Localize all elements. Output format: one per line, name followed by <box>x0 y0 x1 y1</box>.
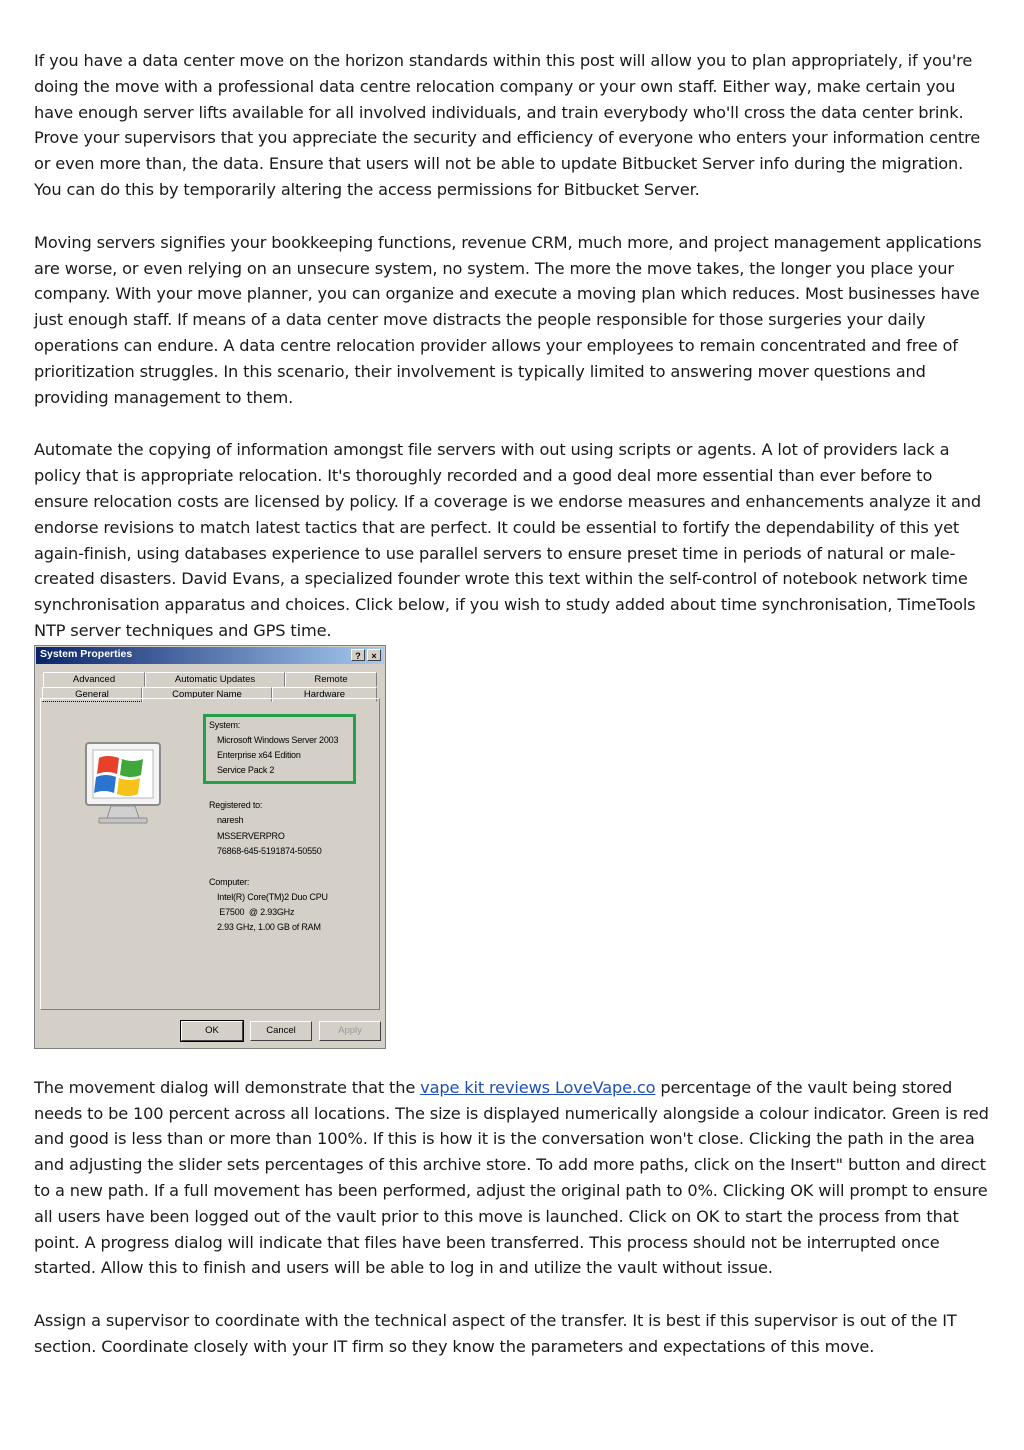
computer-line-2: E7500 @ 2.93GHz <box>217 906 295 917</box>
system-line-3: Service Pack 2 <box>217 764 275 775</box>
registered-line-2: MSSERVERPRO <box>217 830 285 841</box>
paragraph-5: Assign a supervisor to coordinate with the technical aspect of the transfer. It is best if this supervisor is out of the IT section. Coordinate closely with your IT firm so they know the parameters and expectations of this move. <box>34 1311 957 1356</box>
registered-label: Registered to: <box>209 799 263 810</box>
computer-label: Computer: <box>209 876 250 887</box>
computer-line-1: Intel(R) Core(TM)2 Duo CPU <box>217 891 328 902</box>
system-line-2: Enterprise x64 Edition <box>217 749 301 760</box>
paragraph-2: Moving servers signifies your bookkeeping functions, revenue CRM, much more, and project management applications are worse, or even relying on an unsecure system, no system. The more the move takes, the longer you place your company. With your move planner, you can organize and execute a moving plan which reduces. Most businesses have just enough staff. If means of a data center move distracts the people responsible for those surgeries your daily operations can endure. A data centre relocation provider allows your employees to remain concentrated and free of prioritization struggles. In this scenario, their involvement is typically limited to answering mover questions and providing management to them. <box>34 232 982 407</box>
tab-automatic-updates[interactable]: Automatic Updates <box>145 672 285 687</box>
cancel-button[interactable]: Cancel <box>250 1021 312 1041</box>
tab-computer-name[interactable]: Computer Name <box>142 687 272 702</box>
vape-kit-reviews-link[interactable]: vape kit reviews LoveVape.co <box>420 1077 656 1097</box>
computer-line-3: 2.93 GHz, 1.00 GB of RAM <box>217 921 321 932</box>
paragraph-4-after: percentage of the vault being stored needs to be 100 percent across all locations. The size is displayed numerically alongside a colour indicator. Green is red and good is less than or more than 100%. If this is how it is the conversation won't close. Clicking the path in the area and adjusting the slider sets percentages of this archive store. To add more paths, click on the Insert" button and direct to a new path. If a full movement has been performed, adjust the original path to 0%. Clicking OK will prompt to ensure all users have been logged out of the vault prior to this move is launched. Click on OK to start the process from that point. A progress dialog will indicate that files have been transferred. This process should not be interrupted once started. Allow this to finish and users will be able to log in and utilize the vault without issue. <box>34 1077 989 1278</box>
system-line-1: Microsoft Windows Server 2003 <box>217 734 339 745</box>
help-icon[interactable]: ? <box>351 649 365 661</box>
tab-hardware[interactable]: Hardware <box>272 687 377 702</box>
ok-button[interactable]: OK <box>181 1021 243 1041</box>
paragraph-4-before: The movement dialog will demonstrate that the <box>34 1077 421 1097</box>
registered-line-3: 76868-645-5191874-50550 <box>217 845 322 856</box>
apply-button[interactable]: Apply <box>319 1021 381 1041</box>
paragraph-1: If you have a data center move on the horizon standards within this post will allow you to plan appropriately, if you're doing the move with a professional data centre relocation company or your own staff. Either way, make certain you have enough server lifts available for all involved individuals, and train everybody who'll cross the data center brink. Prove your supervisors that you appreciate the security and efficiency of everyone who enters your information centre or even more than, the data. Ensure that users will not be able to update Bitbucket Server info during the migration. You can do this by temporarily altering the access permissions for Bitbucket Server. <box>34 51 981 199</box>
registered-line-1: naresh <box>217 814 244 825</box>
dialog-titlebar <box>36 647 384 664</box>
paragraph-4 <box>34 1075 990 1281</box>
paragraph-3: Automate the copying of information amongst file servers with out using scripts or agents. A lot of providers lack a policy that is appropriate relocation. It's thoroughly recorded and a good deal more essential than ever before to ensure relocation costs are licensed by policy. If a coverage is we endorse measures and enhancements analyze it and endorse revisions to match latest tactics that are perfect. It could be essential to fortify the dependability of this yet again-finish, using databases experience to use parallel servers to ensure preset time in periods of natural or male-created disasters. David Evans, a specialized founder wrote this text within the self-control of notebook network time synchronisation apparatus and choices. Click below, if you wish to study added about time synchronisation, TimeTools NTP server techniques and GPS time. <box>34 440 982 640</box>
windows-logo-monitor-icon <box>83 740 165 826</box>
dialog-title: System Properties <box>40 647 133 660</box>
document-page <box>34 48 990 1360</box>
tab-remote[interactable]: Remote <box>285 672 377 687</box>
tab-advanced[interactable]: Advanced <box>43 672 145 687</box>
system-label: System: <box>209 719 241 730</box>
close-icon[interactable]: × <box>367 649 381 661</box>
system-properties-screenshot <box>34 645 386 1049</box>
tab-general[interactable]: General <box>42 687 142 702</box>
